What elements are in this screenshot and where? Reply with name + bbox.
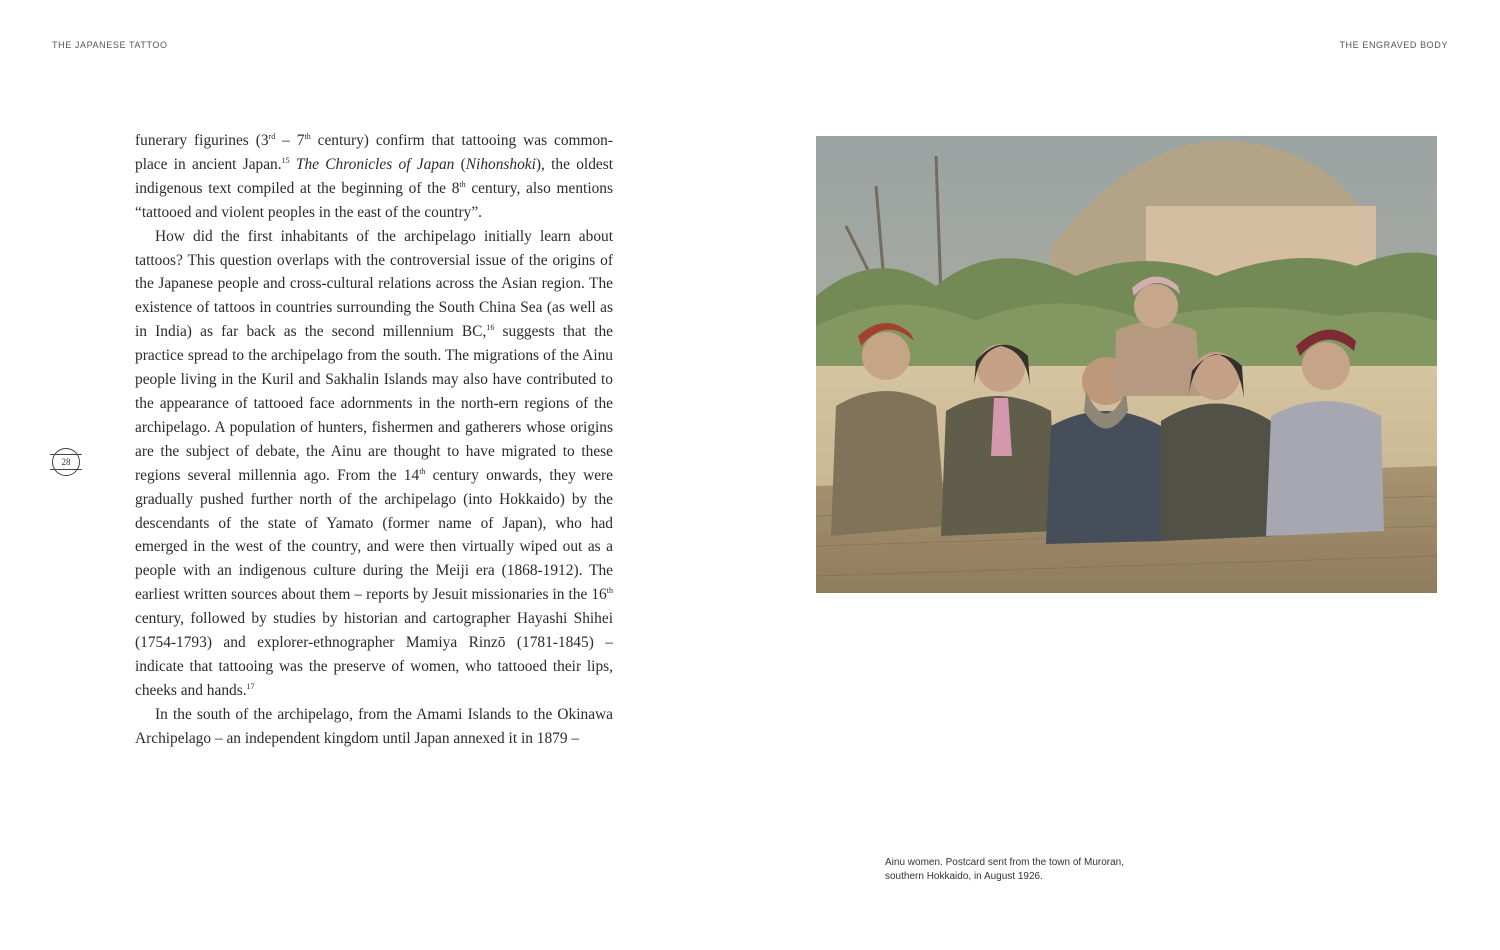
text-run: century, followed by studies by historian and cartographer Hayashi Shihei (1754-1793) and explorer-ethnographer Mamiya Rinzō (1781-1845) – indicate that tattooing was the preserve of women, who tattooed their lips, cheeks and hands. — [135, 610, 613, 699]
photo-caption: Ainu women. Postcard sent from the town of Muroran, southern Hokkaido, in August 1926. — [885, 857, 1124, 882]
running-head-left: THE JAPANESE TATTOO — [52, 40, 168, 50]
text-run: century) confirm that tattooing was common-place in ancient Japan. — [135, 132, 614, 173]
superscript: th — [304, 132, 311, 141]
page-number: 28 — [61, 457, 71, 467]
text-run: In the south of the archipelago, from the Amami Islands to the Okinawa Archipelago – an independent kingdom until Japan annexed it in 1879 – — [135, 705, 613, 747]
paragraph-3 — [135, 703, 613, 751]
text-run: – 7 — [275, 132, 305, 149]
text-run: ), the oldest indigenous text compiled at the beginning of the 8 — [135, 155, 613, 197]
footnote-ref-16: 16 — [486, 323, 495, 333]
superscript: th — [459, 179, 466, 189]
paragraph-2 — [135, 225, 613, 703]
footnote-ref-17: 17 — [246, 681, 255, 691]
italic-title: The Chronicles of Japan — [295, 155, 455, 173]
superscript: rd — [268, 132, 276, 141]
text-run: suggests that the practice spread to the archipelago from the south. The migrations of the Ainu people living in the Kuril and Sakhalin Islands may also have contributed to the appearance of tattooed face adornments in the north-ern regions of the archipelago. A population of hunters, fishermen and gatherers whose origins are the subject of debate, the Ainu are thought to have migrated to these regions several millennia ago. From the 14 — [135, 323, 613, 484]
text-run: century onwards, they were gradually pushed further north of the archipelago (into Hokkaido) by the descendants of the state of Yamato (former name of Japan), who had emerged in the west of the country, and were then virtually wiped out as a people with an indigenous culture during the Meiji era (1868-1912). The earliest written sources about them – reports by Jesuit missionaries in the 16 — [135, 466, 613, 604]
text-run: How did the first inhabitants of the archipelago initially learn about tattoos? This question overlaps with the controversial issue of the origins of the Japanese people and cross-cultural relations across the Asian region. The existence of tattoos in countries surrounding the South China Sea (as well as in India) as far back as the second millennium BC, — [135, 227, 613, 341]
ainu-women-photo — [816, 136, 1437, 593]
text-run: funerary figurines (3 — [135, 132, 269, 149]
paragraph-1 — [135, 129, 613, 225]
footnote-ref-15: 15 — [281, 155, 290, 165]
text-run: ( — [454, 155, 466, 173]
superscript: th — [419, 466, 426, 476]
superscript: th — [606, 586, 613, 596]
page-number-badge — [52, 448, 80, 476]
italic-title: Nihonshoki — [465, 155, 536, 173]
text-run: century, also mentions “tattooed and violent peoples in the east of the country”. — [135, 179, 613, 221]
running-head-right: THE ENGRAVED BODY — [1339, 40, 1448, 50]
body-text — [135, 129, 613, 751]
